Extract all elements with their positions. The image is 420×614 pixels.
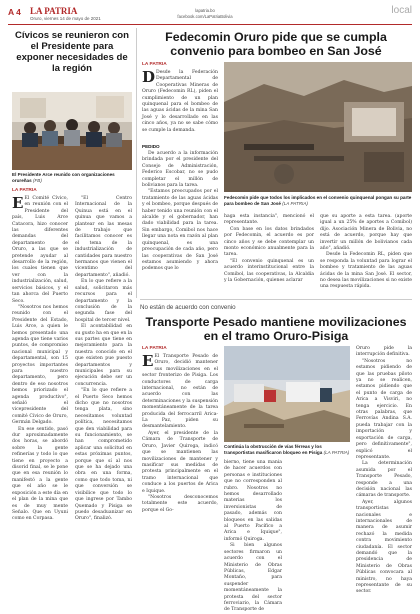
second-paragraph: "Nosotros no estamos pidiendo de que las pruebas piloto ya no se realicen, estamos pidiendo que el punto de carga de Arica a Visviri, no tenga ejercicio. En otras palabras, que Ferrovías Andina S.A. pueda trabajar con la importación y exportación de carga, pero definitivamente", explicó el representante.: [356, 358, 412, 460]
header-links: [170, 8, 240, 20]
issue-date: Oruro, viernes 14 de mayo de 2021: [30, 16, 101, 21]
left-paragraph: E El Comité Cívico, en reunión con el Presidente del país, Luis Arce Catacora, hizo conocer las diferentes demandas del departamento de Oruro, a las que se pretende ayudar al desarrollo de la región, los cuales tienen que ver con la industrialización, salud, servicios básicos, y el tan ahorca del Puerto Seco.: [12, 194, 68, 304]
left-paragraph: "El Centro Internacional de la Quinua está en el quinua que vamos a plantear en las mesas de trabajo que facilitamos conocer es el tema de la industrialización de cantidades para nuestro hermanos que vienen el vicentimo del departamento", añadió.: [75, 196, 132, 278]
second-paragraph: Oruro pide la interrupción definitiva.: [356, 346, 412, 358]
second-caption-credit: (LA PATRIA): [323, 449, 350, 455]
left-paragraph: El acontabilidad en su gusto ha en que en la sus partes que tiene en mejoramiento para la nuestra conocido en el que existen pue puesto departamentos y municipales para su ejecución debe ser un concurrencia.: [75, 324, 132, 387]
drop-cap: E: [12, 194, 24, 212]
drop-cap: E: [142, 352, 154, 370]
left-paragraph: "Nosotros nos hemos reunido con el Presidente del Estado, Luis Arce, a quien le hemos presentado una agenda que tiene varios puntos, de compromiso nacional municipal y departamental, son 15 proyectos importantes para nuestro departamento, pero dentro de eso nosotros hemos priorizado el agenda productivo", señaló el vicepresidente del comité Cívico de Oruro, Germán Delgado.: [12, 304, 68, 426]
second-paragraph: E El Transporte Pesado de Oruro, decidió mantener sus movilizaciones en el sector fronterizo de Pisiga. Los conductores de carga internacional, no están de acuerdo con las determinaciones y la suspensión momentáneamente de la tarea producida del ferrocarril Arica-La Paz, piden su desmantelamiento.: [142, 352, 218, 430]
section-name: local: [391, 5, 412, 16]
left-headline: Cívicos se reunieron con el Presidente para exponer necesidades de la región: [14, 30, 130, 74]
second-photo: [224, 346, 350, 442]
left-byline: LA PATRIA: [12, 188, 37, 193]
main-subhead: PEDIDO: [142, 144, 160, 149]
second-col-1: [142, 354, 218, 530]
main-col-1: [142, 151, 218, 297]
trucks-photo-image: [224, 346, 350, 442]
page-number: A 4: [8, 7, 21, 17]
left-paragraph: "En lo que refiere a el Puerto Seco hemos dicho que no nosotros tenga plata, sino necesitamos voluntad política, necesitamos que den viabilidad para su funcionamiento, se han comprometido aplicar una solicitud en estas próximas puntos, porque que sí al nos que se ha dejado una obra en una forma, como que todo toma, ni que conversión se visibilice que todo lo que ingrese por Tambo Quemado y Pisiga se puedo desaduanizar en Oruro", finalizó.: [75, 388, 132, 522]
main-photo: [224, 62, 412, 192]
second-paragraph: bierno, tiene una mania de hacer acuerdos con personas e instituciones que no corresponden al rubro. Nosotros no hemos desarrollado materias los inversionistas de pasado, además con bloqueos en las salidas al Puerto Pacífico a Arica e Iquique", informó Quiroga.: [224, 460, 282, 542]
second-byline: LA PATRIA: [142, 346, 167, 351]
second-paragraph: Ayer, el presidente de la Cámara de Transporte de Oruro, Javier Quiroga, indicó que se mantienen las movilizaciones de mantener y masificar sus medidas de protesta principalmente en el tramo internacional que conduce a los puertos de Arica e Iquique.: [142, 430, 218, 494]
second-caption-text: Continúa la obstrucción de vías férreas y los transportistas masificaron bloqueo en Pisiga: [224, 444, 323, 455]
main-paragraph: haga esta instancia", mencionó el representante.: [224, 214, 314, 226]
second-paragraph: La determinación asumida por el Transporte Pesado, responde a una decisión nacional las cámaras de transporte.: [356, 461, 412, 499]
meeting-photo-image: [12, 92, 132, 170]
main-paragraph: "Estamos preocupados por el tratamiento de las aguas ácidas y el bombeo, porque después de haber tenido una reunión con el alcalde y el gobernador, han dado viabilidad para la tarea. Sin embargo, Comibol nos hace llegar una nota en razón al plan quinquenal, es una preocupación de cada año, pero las cooperativas de San José estamos asumiendo y ahora podemos que lo: [142, 189, 218, 272]
main-paragraph: que su aporte a esta tarea. (aporte igual a un 25% de aportes a Comibol) dijo. Asociación Minera de Bolivia, no está de acuerdo, porque hay que invertir un millón de bolivianos cada año", añadió.: [320, 214, 412, 252]
header-rule: [8, 24, 412, 25]
main-paragraph: Desde la Fedecomin RL, piden que se responda la voluntad para lograr el bombeo y tratamiento de las aguas ácidas de la mina San José. El sector, no desea las movilizaciones si no existe una respuesta rápida.: [320, 252, 412, 290]
main-paragraph: Con base en los datos brindados por Fedecomin, el acuerdo es por cinco años y se debe contemplar un monto económico anualmente para la tarea.: [224, 226, 314, 258]
second-photo-caption: [224, 444, 350, 455]
second-paragraph: Si bien algunos sectores firmaron un acuerdo con el Ministerio de Obras Públicas, Edgar Montaño, para suspender momentáneamente la protesta del sector ferroviario, la Cámara de Transporte de: [224, 543, 282, 613]
main-col-2: [224, 214, 314, 298]
second-paragraph: Ayer, algunos transportistas nacionales e internacionales de manera de asumir rechazó la medida contra movimiento ciudadanía. El sector demandó que la presidencia de Ministerio de Obras Públicas convocara al ministro, no haya representante de su sector.: [356, 499, 412, 595]
left-paragraph: En lo que refiere a la salud, solicitaron más recursos para el departamento y la conclusión de la segunda fase del hospital de tercer nivel.: [75, 279, 132, 323]
main-caption-text: Fedecomin pide que todos los implicados en el convenio quinquenal pongan su parte para bombeo de San José: [224, 195, 412, 206]
section-divider: [140, 299, 412, 300]
second-col-2b: [288, 460, 350, 530]
main-paragraph: De acuerdo a la información brindada por el presidente del Consejo de Administración, Federico Escobar, no se pudo completar el millón de bolivianos para la tarea.: [142, 151, 218, 189]
second-col-2: [224, 460, 282, 613]
left-caption-text: El Presidente Arce reunido con organizaciones orureñas: [12, 172, 115, 183]
left-photo-caption: [12, 172, 132, 183]
main-col-1-top: [142, 70, 218, 142]
main-caption-credit: (LA PATRIA): [282, 200, 308, 206]
newspaper-name: LA PATRIA: [30, 6, 78, 16]
second-paragraph: "Nosotros desconocemos totalmente este acuerdo, porque el Go-: [142, 494, 218, 513]
main-paragraph: "El convenio quinquenal es un acuerdo interinstitucional entre la Comibol, las cooperativas, la Alcaldía y la Gobernación, quienes aclarar: [224, 258, 314, 284]
main-paragraph: D Desde la Federación Departamental de Cooperativas Mineras de Oruro (Fedecomin RL), piden el cumplimiento de un plan quinquenal para el bombeo de las aguas ácidas de la mina San José y lo desarrollado en las cinco años, ya no se sabe cómo se cumple la demanda.: [142, 68, 218, 133]
website-link[interactable]: lapatria.bo: [195, 8, 215, 13]
left-photo: [12, 92, 132, 170]
left-col-1: [12, 196, 68, 528]
left-caption-credit: (FB): [32, 177, 42, 183]
drop-cap: D: [142, 68, 156, 86]
main-photo-caption: [224, 195, 412, 206]
main-headline: Fedecomin Oruro pide que se cumpla convenio para bombeo en San José: [165, 30, 387, 58]
left-paragraph: En ese sentido, pasó dur aproximadamente dos horas, se abordó sobre la gente refinerías y todo lo que tiene en proyecto a disorid final, se le pone que en esa reunión lo manifestó a la gente que el año se le exposición a este día en el plan de la mina que es de muy mente Señalo. Que en Uyuni como en Corpasa.: [12, 426, 68, 522]
second-col-3: [356, 346, 412, 595]
column-divider: [136, 28, 137, 298]
second-headline: Transporte Pesado mantiene movilizaciones en el tramo Oruro-Pisiga: [145, 315, 407, 343]
facebook-link[interactable]: facebook.com/LaPatriaBolivia: [177, 14, 233, 19]
main-byline: LA PATRIA: [142, 62, 167, 67]
left-col-2: [75, 196, 132, 528]
main-col-3: [320, 214, 412, 298]
mine-photo-image: [224, 62, 412, 192]
second-kicker: No están de acuerdo con convenio: [140, 304, 236, 311]
